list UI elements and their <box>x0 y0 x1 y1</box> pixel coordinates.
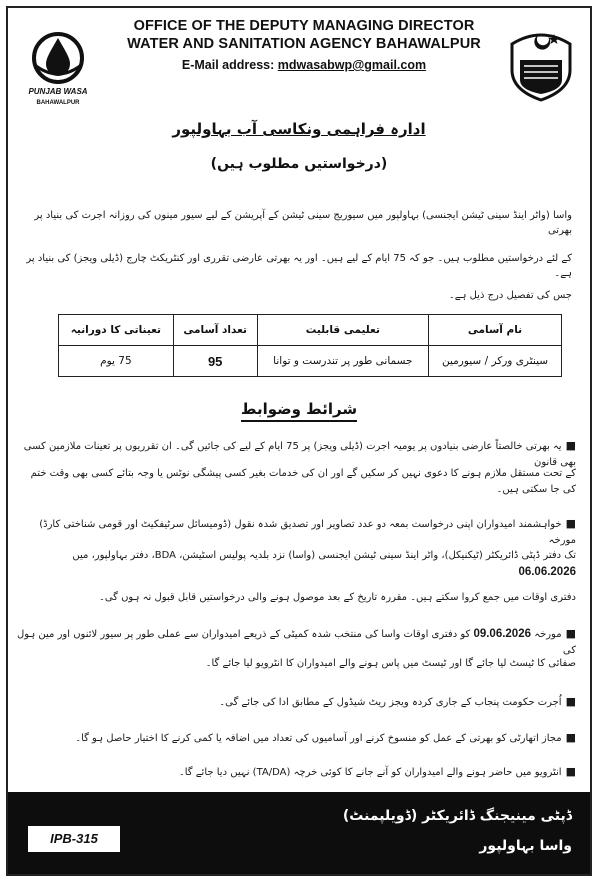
test-date: 09.06.2026 <box>473 628 531 640</box>
rule-2-line-2: تک دفتر ڈپٹی ڈائریکٹر (ٹیکنیکل)، واٹر اینڈ سینی ٹیشن ایجنسی (واسا) نزد بلدیہ پولیس اسٹیشن، BDA، دفتر بہاولپور، میں 06.06.2026 <box>72 550 576 578</box>
bullet-icon: ■ <box>565 627 576 640</box>
intro-line-3: جس کی تفصیل درج ذیل ہے۔ <box>448 290 572 301</box>
bullet-icon: ■ <box>565 731 576 744</box>
rule-6: ■انٹرویو میں حاضر ہونے والے امیدواران کو آنے جانے کا کوئی خرچہ (TA/DA) نہیں دیا جائے گا۔ <box>178 765 576 778</box>
rule-2-line-3: دفتری اوقات میں جمع کروا سکتے ہیں۔ مقررہ تاریخ کے بعد موصول ہونے والی درخواستیں قابل قبول نہ ہوں گی۔ <box>98 592 576 603</box>
table-cell-qualification: جسمانی طور پر تندرست و توانا <box>257 346 428 377</box>
svg-text:BAHAWALPUR: BAHAWALPUR <box>36 100 80 106</box>
bullet-icon: ■ <box>565 439 576 452</box>
urdu-main-title: ادارہ فراہمی ونکاسی آب بہاولپور <box>172 120 426 138</box>
table-header: تعداد آسامی <box>173 315 257 346</box>
intro-line-2: کے لئے درخواستیں مطلوب ہیں۔ جو کہ 75 ایام کے لیے ہیں۔ اور یہ بھرتی عارضی تقرری اور کنٹریکٹ چارج (ڈیلی ویجز) کی بنیاد پر ہے۔ <box>26 253 572 279</box>
footer-bar <box>8 792 590 874</box>
table-cell-duration: 75 یوم <box>59 346 174 377</box>
table-row <box>59 346 562 377</box>
advertisement-page <box>6 6 592 876</box>
office-title: OFFICE OF THE DEPUTY MANAGING DIRECTOR <box>133 18 475 34</box>
header <box>8 8 590 106</box>
urdu-subtitle: (درخواستیں مطلوب ہیں) <box>210 156 388 172</box>
rule-5: ■مجاز اتھارٹی کو بھرتی کے عمل کو منسوخ کرنے اور آسامیوں کی تعداد میں اضافہ یا کمی کرنے کا اختیار حاصل ہو گا۔ <box>75 731 576 744</box>
government-of-punjab-emblem <box>502 30 580 102</box>
table-header: تعلیمی قابلیت <box>257 315 428 346</box>
email-address: mdwasabwp@gmail.com <box>277 58 427 72</box>
bullet-icon: ■ <box>565 695 576 708</box>
ipb-number: IPB-315 <box>28 826 120 852</box>
signatory-office: واسا بہاولپور <box>479 838 572 854</box>
table-header: تعیناتی کا دورانیہ <box>59 315 174 346</box>
table-cell-count: 95 <box>173 346 257 377</box>
bullet-icon: ■ <box>565 765 576 778</box>
rule-2-line-1: ■خواہشمند امیدواران اپنی درخواست بمعہ دو عدد تصاویر اور تصدیق شدہ نقول (ڈومیسائل سرٹیفکیٹ اور قومی شناختی کارڈ) مورخہ <box>39 517 576 546</box>
rule-1-line-1: ■یہ بھرتی خالصتاً عارضی بنیادوں پر یومیہ اجرت (ڈیلی ویجز) پر 75 ایام کے لیے کی جائیں گی۔ ان تقرریوں پر تعینات ملازمین کسی بھی قانون <box>23 439 576 468</box>
rule-3-line-2: صفائی کا ٹیسٹ لیا جائے گا اور ٹیسٹ میں پاس ہونے والے امیدواران کا انٹرویو لیا جائے گا۔ <box>205 658 576 669</box>
punjab-wasa-logo <box>20 28 96 108</box>
rules-title: شرائط وضوابط <box>8 400 590 418</box>
table-header: نام آسامی <box>429 315 562 346</box>
svg-text:PUNJAB WASA: PUNJAB WASA <box>28 87 88 96</box>
signatory-title: ڈپٹی مینیجنگ ڈائریکٹر (ڈویلپمنٹ) <box>342 808 572 824</box>
email-label: E-Mail address: <box>181 58 275 72</box>
table-cell-post: سینٹری ورکر / سیورمین <box>429 346 562 377</box>
email-line <box>104 58 504 72</box>
rule-3-line-1: ■مورخہ 09.06.2026 کو دفتری اوقات واسا کی منتخب شدہ کمیٹی کے ذریعے امیدواران سے عملی طور پر سیور لائنوں اور مین ہول کی <box>16 627 576 656</box>
rule-1-line-2: کے تحت مستقل ملازم ہونے کا دعوی نہیں کر سکیں گے اور ان کی خدمات بغیر کسی پیشگی نوٹس یا وجہ بتائے کسی بھی وقت ختم کی جا سکتی ہیں۔ <box>30 468 576 495</box>
table-header-row <box>59 315 562 346</box>
agency-title: WATER AND SANITATION AGENCY BAHAWALPUR <box>127 36 481 52</box>
deadline-date: 06.06.2026 <box>518 566 576 578</box>
posts-table <box>58 314 562 377</box>
intro-line-1: واسا (واٹر اینڈ سینی ٹیشن ایجنسی) بہاولپور میں سیوریج سینی ٹیشن کے آپریشن کے لیے سیور مینوں کی روزانہ اجرت کی بنیاد پر بھرتی <box>34 210 572 236</box>
rule-4: ■اُجرت حکومت پنجاب کے جاری کردہ ویجز ریٹ شیڈول کے مطابق ادا کی جائے گی۔ <box>219 695 576 708</box>
bullet-icon: ■ <box>565 517 576 530</box>
